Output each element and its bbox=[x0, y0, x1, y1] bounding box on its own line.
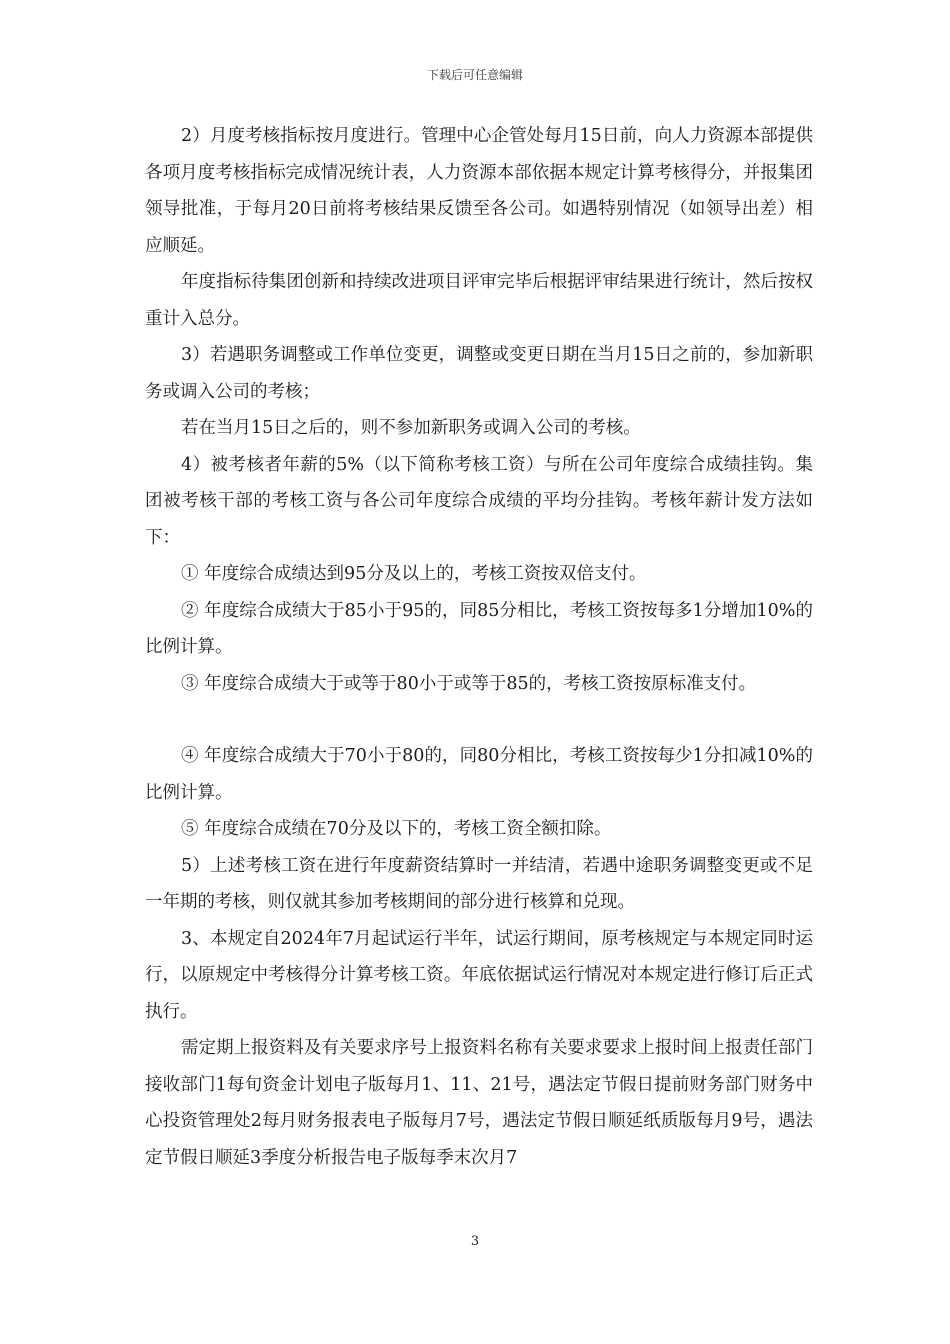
paragraph-position-change: 3）若遇职务调整或工作单位变更，调整或变更日期在当月15日之前的，参加新职务或调入公司的考核； bbox=[145, 345, 813, 402]
blank-line bbox=[145, 702, 813, 738]
paragraph-after-15th: 若在当月15日之后的，则不参加新职务或调入公司的考核。 bbox=[181, 418, 641, 438]
paragraph-monthly-assessment: 2）月度考核指标按月度进行。管理中心企管处每月15日前，向人力资源本部提供各项月度考核指标完成情况统计表，人力资源本部依据本规定计算考核得分，并报集团领导批准，于每月20日前将考核结果反馈至各公司。如遇特别情况（如领导出差）相应顺延。 bbox=[145, 126, 813, 256]
list-item-3: ③ 年度综合成绩大于或等于80小于或等于85的，考核工资按原标准支付。 bbox=[181, 673, 757, 694]
paragraph-salary-link: 4）被考核者年薪的5%（以下简称考核工资）与所在公司年度综合成绩挂钩。集团被考核干部的考核工资与各公司年度综合成绩的平均分挂钩。考核年薪计发方法如下： bbox=[145, 454, 813, 548]
paragraph-settlement: 5）上述考核工资在进行年度薪资结算时一并结清，若遇中途职务调整变更或不足一年期的考核，则仅就其参加考核期间的部分进行核算和兑现。 bbox=[145, 855, 813, 912]
list-item-4: ④ 年度综合成绩大于70小于80的，同80分相比，考核工资按每少1分扣减10%的比例计算。 bbox=[145, 746, 813, 803]
paragraph-trial-run: 3、本规定自2024年7月起试运行半年，试运行期间，原考核规定与本规定同时运行，以原规定中考核得分计算考核工资。年底依据试运行情况对本规定进行修订后正式执行。 bbox=[145, 928, 813, 1022]
paragraph-reporting-requirements: 需定期上报资料及有关要求序号上报资料名称有关要求要求上报时间上报责任部门接收部门1每旬资金计划电子版每月1、11、21号，遇法定节假日提前财务部门财务中心投资管理处2每月财务报表电子版每月7号，遇法定节假日顺延纸质版每月9号，遇法定节假日顺延3季度分析报告电子版每季末次月7 bbox=[145, 1038, 813, 1168]
page-number: 3 bbox=[470, 1234, 480, 1249]
document-body bbox=[145, 118, 813, 1176]
paragraph-annual-indicators: 年度指标待集团创新和持续改进项目评审完毕后根据评审结果进行统计，然后按权重计入总分。 bbox=[145, 272, 813, 329]
list-item-1: ① 年度综合成绩达到95分及以上的，考核工资按双倍支付。 bbox=[181, 564, 647, 584]
list-item-5: ⑤ 年度综合成绩在70分及以下的，考核工资全额扣除。 bbox=[181, 819, 612, 839]
page-header: 下载后可任意编辑 bbox=[426, 68, 523, 82]
list-item-2: ② 年度综合成绩大于85小于95的，同85分相比，考核工资按每多1分增加10%的比例计算。 bbox=[145, 600, 813, 657]
